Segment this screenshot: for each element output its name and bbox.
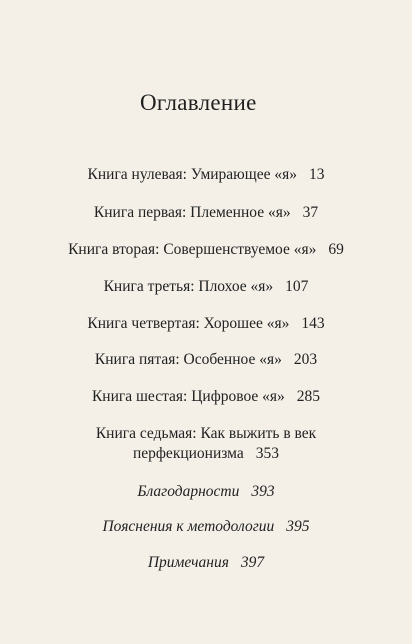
toc-entry-book-0[interactable]	[0, 166, 412, 184]
toc-entry-label-line1: Книга седьмая: Как выжить в век	[95, 425, 317, 442]
toc-entry-page: 203	[293, 351, 318, 368]
toc-entry-label: Книга первая: Племенное «я»	[93, 204, 291, 221]
toc-entry-page: 143	[301, 315, 325, 332]
toc-entry-book-2[interactable]	[0, 241, 412, 259]
toc-entry-label: Пояснения к методологии	[102, 518, 275, 535]
toc-entry-acknowledgements[interactable]	[0, 483, 412, 501]
toc-entry-label: Книга вторая: Совершенствуемое «я»	[68, 241, 317, 258]
page-title: Оглавление	[140, 90, 257, 115]
toc-entry-page: 393	[251, 483, 275, 500]
toc-entry-label: Книга нулевая: Умирающее «я»	[87, 166, 297, 183]
toc-entry-label: Книга пятая: Особенное «я»	[94, 351, 282, 368]
toc-entry-page: 37	[302, 204, 319, 221]
toc-entry-book-7-cont[interactable]	[0, 445, 412, 463]
toc-entry-label: Книга шестая: Цифровое «я»	[91, 388, 285, 405]
toc-entry-methodology[interactable]	[0, 518, 412, 536]
toc-entry-book-3[interactable]	[0, 278, 412, 296]
toc-entry-label: Книга третья: Плохое «я»	[103, 278, 274, 295]
toc-entry-label: Примечания	[147, 554, 229, 571]
toc-entry-book-5[interactable]	[0, 351, 412, 369]
toc-entry-page: 285	[296, 388, 321, 405]
toc-entry-page: 397	[240, 554, 265, 571]
toc-entry-book-4[interactable]	[0, 315, 412, 333]
toc-entry-page: 353	[255, 445, 280, 462]
toc-entry-label-line2: перфекционизма	[132, 445, 244, 462]
toc-entry-notes[interactable]	[0, 554, 412, 572]
toc-entry-page: 395	[286, 518, 310, 535]
toc-entry-book-7[interactable]	[0, 425, 412, 443]
toc-entry-page: 13	[308, 166, 325, 183]
toc-entry-book-1[interactable]	[0, 204, 412, 222]
toc-entry-page: 69	[328, 241, 344, 258]
toc-entry-label: Книга четвертая: Хорошее «я»	[87, 315, 290, 332]
toc-entry-label: Благодарности	[137, 483, 240, 500]
toc-entry-page: 107	[285, 278, 309, 295]
toc-entry-book-6[interactable]	[0, 388, 412, 406]
